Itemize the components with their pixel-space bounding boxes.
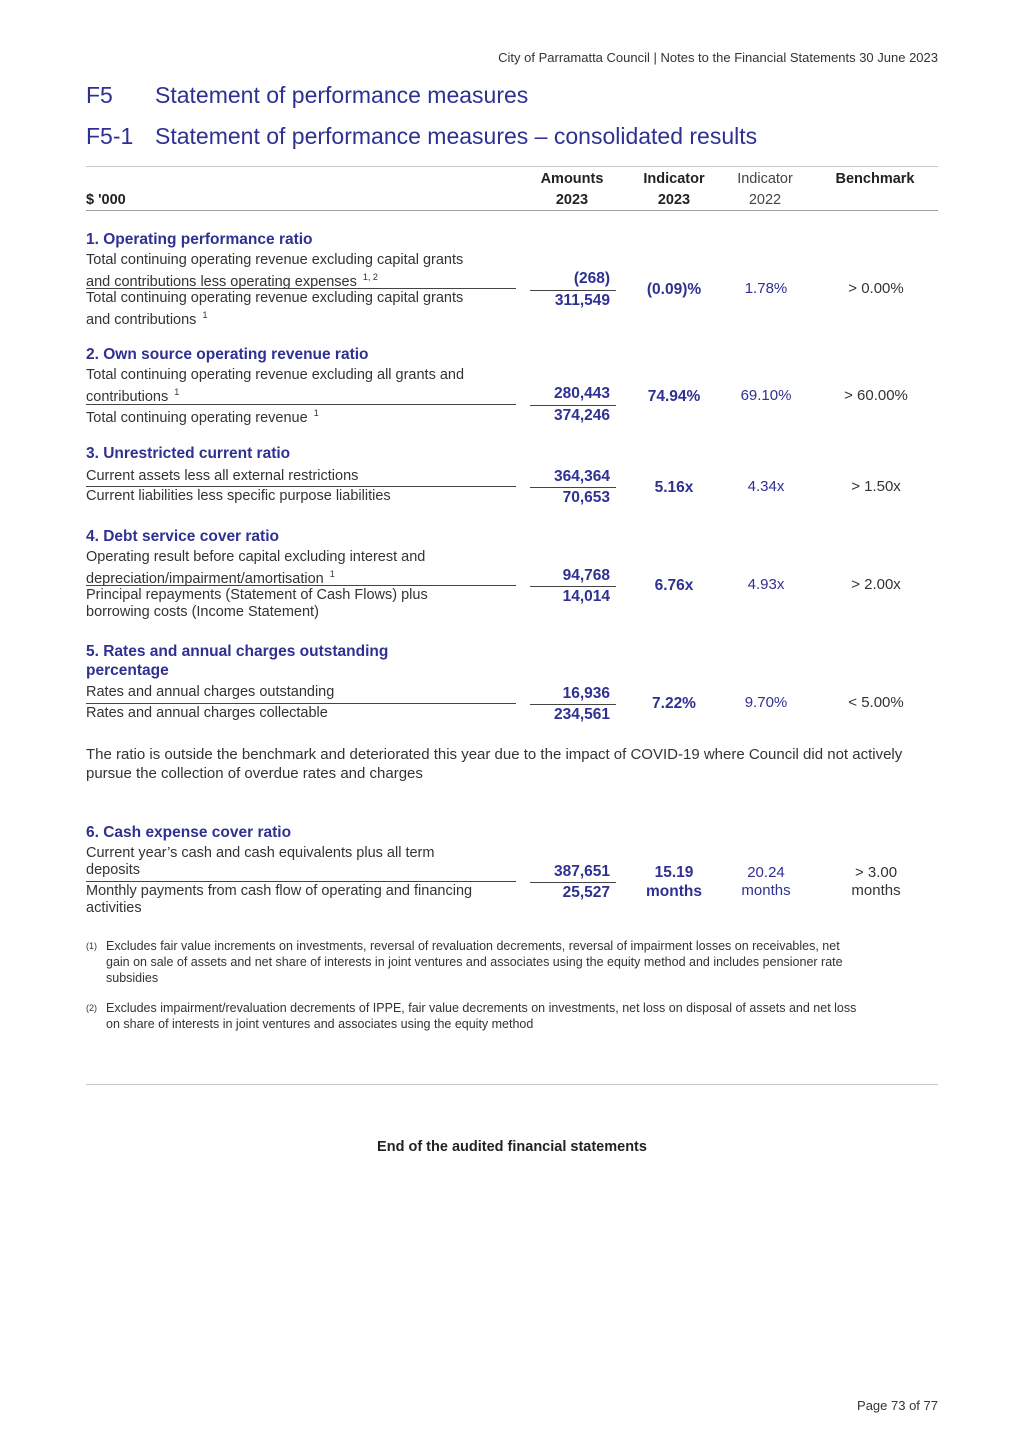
indicator-2022-value: 20.24 [747,864,785,881]
amount-fraction-line [530,487,616,488]
numerator-amount: (268) [573,270,610,287]
benchmark: > 0.00% [848,280,904,297]
fraction-line [86,585,516,586]
footnote-mark: (2) [86,1003,97,1013]
fraction-line [86,486,516,487]
numerator-line: Total continuing operating revenue excluding capital grants [86,252,464,268]
benchmark: > 2.00x [851,576,901,593]
numerator-amount: 387,651 [553,863,610,880]
subsection-heading [86,123,757,150]
denominator-line: activities [86,900,142,916]
benchmark-unit: months [851,882,901,899]
subsection-title: Statement of performance measures – consolidated results [155,123,758,149]
indicator-2022-unit: months [741,882,791,899]
footnote-body [106,1000,936,1032]
footnote-line: on share of interests in joint ventures and associates using the equity method [106,1017,534,1031]
indicator-2023 [624,863,724,901]
footnote-line: Excludes fair value increments on investments, reversal of revaluation decrements, reversal of impairment losses on receivables, net [106,939,840,953]
footnote-line: subsidies [106,971,159,985]
ratio-title: 3. Unrestricted current ratio [86,445,291,462]
table-top-rule [86,166,938,167]
benchmark: > 1.50x [851,478,901,495]
benchmark [826,864,926,900]
numerator-amount: 16,936 [562,685,610,702]
footnote-line: Excludes impairment/revaluation decrements of IPPE, fair value decrements on investments, net loss on disposal of assets and net loss [106,1001,857,1015]
denominator-line: Total continuing operating revenue [86,410,308,426]
ratio-denominator [86,883,516,917]
denominator-amount: 70,653 [562,489,610,506]
denominator-line: borrowing costs (Income Statement) [86,604,319,620]
ratio-title: 5. Rates and annual charges outstanding [86,643,389,660]
amount-fraction-line [530,882,616,883]
commentary-line: pursue the collection of overdue rates and charges [86,765,423,782]
indicator-2023-header [629,169,719,211]
numerator-line: deposits [86,862,141,878]
benchmark-value: > 3.00 [854,864,898,881]
denominator-amount: 14,014 [562,588,610,605]
ratio-numerator [86,549,516,588]
ratio-title: 1. Operating performance ratio [86,231,313,248]
header-bottom-rule [86,210,938,211]
indicator-2023: (0.09)% [646,281,702,298]
ratio-denominator [86,488,516,505]
numerator-line: and contributions less operating expenses [86,274,357,290]
indicator-2023-unit: months [646,883,702,900]
denominator-line: Monthly payments from cash flow of operating and financing [86,883,473,899]
indicator-2022: 9.70% [744,694,788,711]
fraction-line [86,881,516,882]
indicator-2023: 5.16x [654,479,694,496]
numerator-line: contributions [86,389,169,405]
ratio-title: 4. Debt service cover ratio [86,528,279,545]
denominator-amount: 374,246 [553,407,610,424]
footnote-line: gain on sale of assets and net share of interests in joint ventures and associates using the equity method and includes pensioner rate [106,955,843,969]
ratio-numerator [86,367,516,406]
indicator-2022: 4.93x [747,576,785,593]
section-number: F5 [86,82,113,108]
footnote-ref: 1, 2 [362,272,378,282]
numerator-amount: 280,443 [553,385,610,402]
numerator-line: Total continuing operating revenue excluding all grants and [86,367,465,383]
denominator-line: Principal repayments (Statement of Cash Flows) plus [86,587,428,603]
fraction-line [86,288,516,289]
benchmark-header: Benchmark [835,171,915,187]
amount-fraction-line [530,704,616,705]
end-rule [86,1084,938,1085]
denominator-line: Total continuing operating revenue excluding capital grants [86,290,464,306]
numerator-line: Operating result before capital excluding interest and [86,549,426,565]
page-header: City of Parramatta Council | Notes to the Financial Statements 30 June 2023 [498,50,938,65]
footnote-ref: 1 [329,569,335,579]
ratio-denominator [86,290,516,329]
footnote-mark: (1) [86,941,97,951]
section-title: Statement of performance measures [155,82,529,108]
indicator-2022: 69.10% [740,387,792,404]
denominator-amount: 25,527 [562,884,610,901]
commentary-line: The ratio is outside the benchmark and deteriorated this year due to the impact of COVID-19 where Council did not actively [86,746,903,763]
ratio-numerator [86,468,516,485]
indicator-2022-header [720,169,810,211]
benchmark-commentary [86,745,946,783]
ratio-title: 2. Own source operating revenue ratio [86,346,369,363]
amount-fraction-line [530,586,616,587]
denominator-line: Current liabilities less specific purpose liabilities [86,488,391,504]
units-header: $ '000 [86,192,126,208]
footnote-2 [86,1000,936,1032]
end-of-statements: End of the audited financial statements [377,1139,647,1155]
ratio-numerator [86,845,516,879]
amounts-header-line2: 2023 [555,192,589,208]
numerator-line: Rates and annual charges outstanding [86,684,335,700]
section-heading [86,82,528,109]
subsection-number: F5-1 [86,123,134,149]
ratio-denominator [86,587,516,621]
indicator-2022: 4.34x [747,478,785,495]
numerator-line: depreciation/impairment/amortisation [86,571,324,587]
ratio-title: 6. Cash expense cover ratio [86,824,292,841]
footnote-body [106,938,936,986]
denominator-line: and contributions [86,312,197,328]
numerator-amount: 94,768 [562,567,610,584]
ratio-denominator [86,705,516,722]
ratio-numerator [86,684,516,701]
footnote-ref: 1 [174,387,180,397]
indicator-2023: 6.76x [654,577,694,594]
fraction-line [86,703,516,704]
footnote-ref: 1 [202,310,208,320]
footnote-1 [86,938,936,986]
benchmark: < 5.00% [848,694,904,711]
indicator-2023-header-line2: 2023 [657,192,691,208]
indicator-2022 [716,864,816,900]
numerator-line: Current assets less all external restrictions [86,468,359,484]
amount-fraction-line [530,405,616,406]
numerator-line: Current year’s cash and cash equivalents plus all term [86,845,435,861]
denominator-amount: 234,561 [553,706,610,723]
indicator-2023: 74.94% [647,388,701,405]
denominator-line: Rates and annual charges collectable [86,705,328,721]
benchmark: > 60.00% [844,387,908,404]
numerator-amount: 364,364 [553,468,610,485]
ratio-denominator [86,405,516,427]
amounts-header [527,169,617,211]
indicator-2022: 1.78% [744,280,788,297]
indicator-2023-header-line1: Indicator [643,171,705,187]
ratio-title-line2: percentage [86,662,169,679]
indicator-2022-header-line2: 2022 [748,192,782,208]
denominator-amount: 311,549 [554,292,610,309]
indicator-2023-value: 15.19 [654,864,694,881]
amounts-header-line1: Amounts [540,171,604,187]
ratio-numerator [86,252,516,291]
amount-fraction-line [530,290,616,291]
indicator-2022-header-line1: Indicator [737,171,793,187]
footnote-ref: 1 [313,408,319,418]
page-number: Page 73 of 77 [857,1398,938,1413]
indicator-2023: 7.22% [652,695,696,712]
